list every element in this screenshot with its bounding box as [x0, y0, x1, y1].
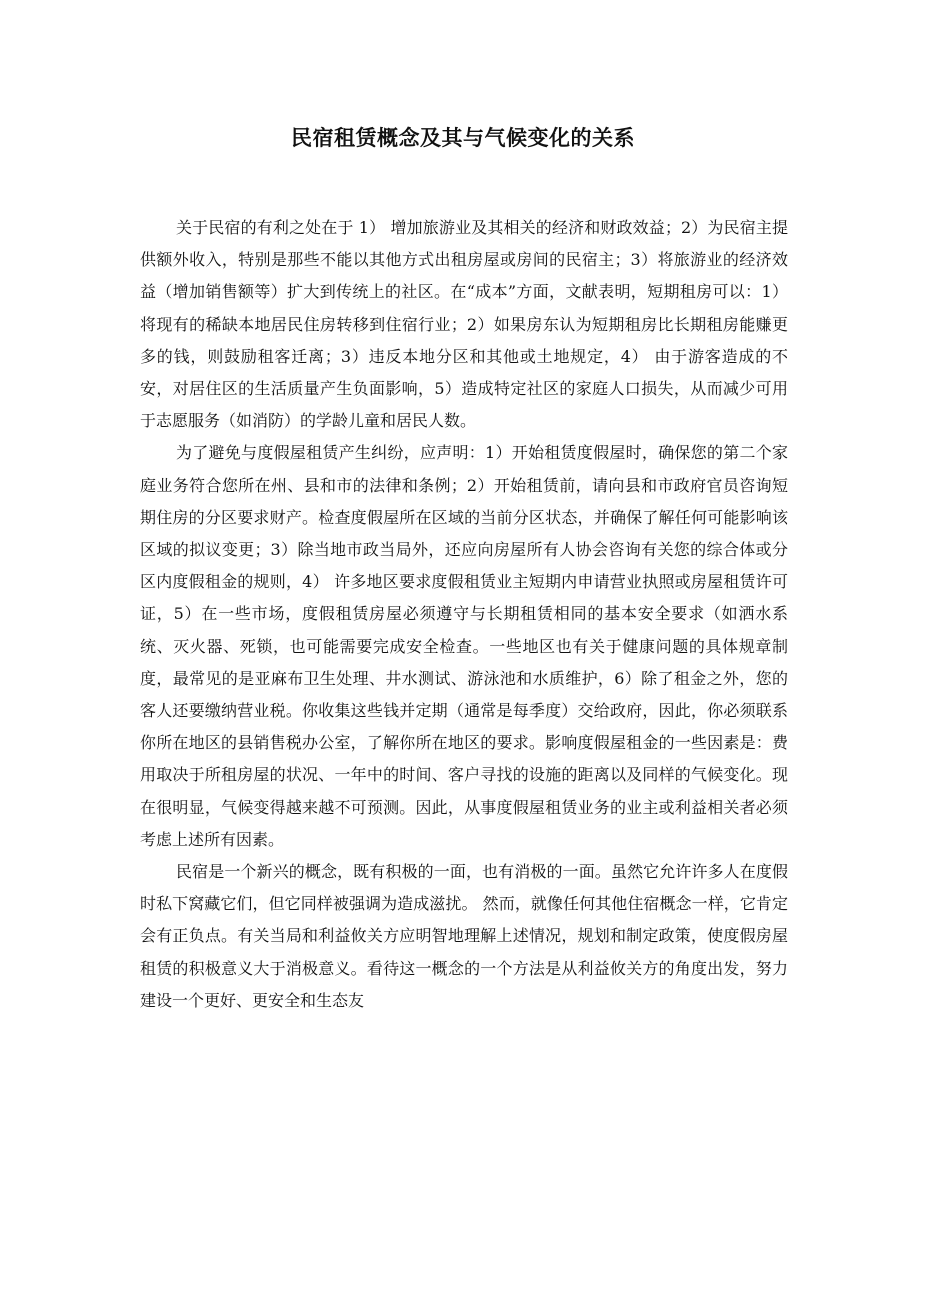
paragraph-3: 民宿是一个新兴的概念，既有积极的一面，也有消极的一面。虽然它允许许多人在度假时私下窝藏它们，但它同样被强调为造成滋扰。 然而，就像任何其他住宿概念一样，它肯定会有正负点。有关当局和利益攸关方应明智地理解上述情况，规划和制定政策，使度假房屋租赁的积极意义大于消极意义。看待这一概念的一个方法是从利益攸关方的角度出发，努力建设一个更好、更安全和生态友 — [140, 862, 788, 1010]
document-body — [140, 212, 788, 1017]
paragraph-2: 为了避免与度假屋租赁产生纠纷，应声明：1）开始租赁度假屋时，确保您的第二个家庭业务符合您所在州、县和市的法律和条例；2）开始租赁前，请向县和市政府官员咨询短期住房的分区要求财产。检查度假屋所在区域的当前分区状态，并确保了解任何可能影响该区域的拟议变更；3）除当地市政当局外，还应向房屋所有人协会咨询有关您的综合体或分区内度假租金的规则，4） 许多地区要求度假租赁业主短期内申请营业执照或房屋租赁许可证，5）在一些市场，度假租赁房屋必须遵守与长期租赁相同的基本安全要求（如洒水系统、灭火器、死锁，也可能需要完成安全检查。一些地区也有关于健康问题的具体规章制度，最常见的是亚麻布卫生处理、井水测试、游泳池和水质维护，6）除了租金之外，您的客人还要缴纳营业税。你收集这些钱并定期（通常是每季度）交给政府，因此，你必须联系你所在地区的县销售税办公室，了解你所在地区的要求。影响度假屋租金的一些因素是：费用取决于所租房屋的状况、一年中的时间、客户寻找的设施的距离以及同样的气候变化。现在很明显，气候变得越来越不可预测。因此，从事度假屋租赁业务的业主或利益相关者必须考虑上述所有因素。 — [140, 443, 788, 849]
document-title: 民宿租赁概念及其与气候变化的关系 — [291, 126, 635, 150]
paragraph-1: 关于民宿的有利之处在于 1） 增加旅游业及其相关的经济和财政效益；2）为民宿主提供额外收入，特别是那些不能以其他方式出租房屋或房间的民宿主；3）将旅游业的经济效益（增加销售额等）扩大到传统上的社区。在“成本”方面，文献表明，短期租房可以：1）将现有的稀缺本地居民住房转移到住宿行业；2）如果房东认为短期租房比长期租房能赚更多的钱，则鼓励租客迁离；3）违反本地分区和其他或土地规定，4） 由于游客造成的不安，对居住区的生活质量产生负面影响，5）造成特定社区的家庭人口损失，从而减少可用于志愿服务（如消防）的学龄儿童和居民人数。 — [140, 218, 788, 431]
